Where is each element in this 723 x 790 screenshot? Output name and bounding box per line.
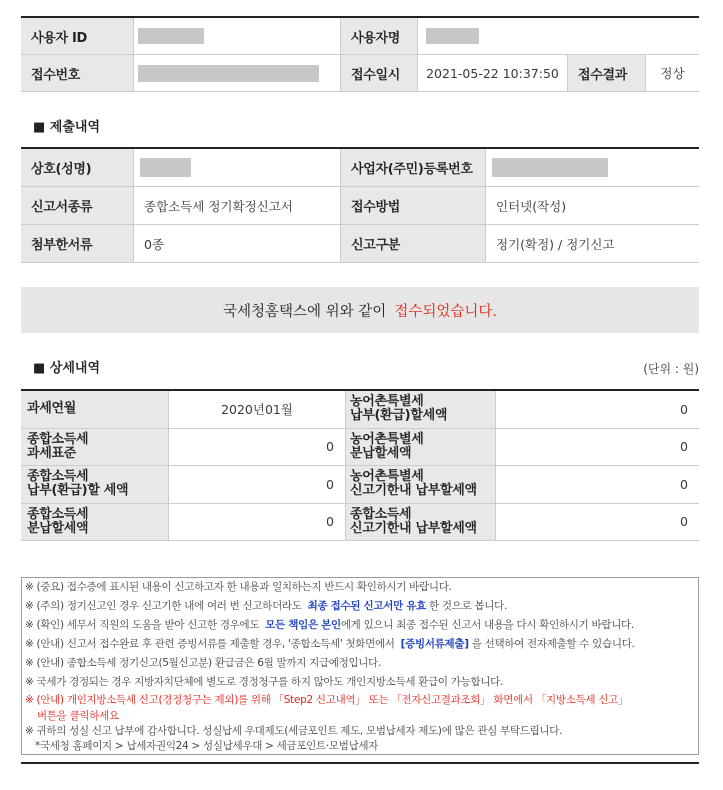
receipt-complete-banner (21, 287, 699, 333)
notice-evidence-emphasis: [증빙서류제출] (400, 638, 469, 650)
form-type-label: 신고서종류 (21, 187, 133, 225)
user-name-label: 사용자명 (340, 18, 417, 55)
banner-highlight: 접수되었습니다. (394, 303, 497, 320)
masked-receipt-no (138, 65, 319, 82)
business-name-value (133, 149, 340, 187)
banner-text: 국세청홈택스에 위와 같이 (223, 303, 387, 320)
notice-evidence-tail: 을 선택하여 전자제출할 수 있습니다. (468, 638, 635, 650)
submission-heading: ■ 제출내역 (33, 120, 101, 135)
notice-local-tax (25, 692, 695, 724)
detail-row-4-label-right: 종합소득세 신고기한내 납부할세액 (345, 504, 495, 542)
notice-caution-tail: 한 것으로 봅니다. (425, 600, 508, 612)
method-label: 접수방법 (340, 187, 485, 225)
notice-evidence-text: ※ (안내) 신고서 접수완료 후 관련 증빙서류를 제출할 경우, '종합소득세' 첫화면에서 (25, 638, 395, 650)
masked-registration-no (492, 158, 608, 177)
bottom-rule (21, 762, 699, 764)
filing-type-value: 정기(확정) / 정기신고 (485, 225, 699, 263)
notice-local-tax-text: ※ (안내) 개인지방소득세 신고(경정청구는 제외)를 위해 「Step2 신고내역」 또는 「전자신고결과조회」 화면에서 「지방소득세 신고」 (25, 694, 629, 706)
masked-business-name (140, 158, 191, 177)
details-unit: (단위 : 원) (643, 362, 699, 376)
received-at-value: 2021-05-22 10:37:50 (417, 55, 567, 92)
detail-row-2-label-left: 종합소득세 과세표준 (21, 429, 168, 467)
registration-no-value (485, 149, 699, 187)
detail-row-4-label-left: 종합소득세 분납할세액 (21, 504, 168, 542)
notice-caution (25, 597, 695, 616)
notice-thanks-path: *국세청 홈페이지 > 납세자권익24 > 성실납세우대 > 세금포인트·모범납세자 (35, 740, 379, 752)
notice-confirm (25, 616, 695, 635)
notice-confirm-tail: 에게 있으니 최종 접수된 신고서 내용을 다시 확인하시기 바랍니다. (340, 619, 634, 631)
masked-user-name (426, 28, 479, 44)
detail-row-1-label-left: 과세연월 (21, 391, 168, 429)
detail-row-1-value-left: 2020년01월 (168, 391, 345, 429)
notice-refund: ※ (안내) 종합소득세 정기신고(5월신고분) 환급금은 6월 말까지 지급예정입니다. (25, 657, 382, 669)
detail-row-3-value-left: 0 (168, 466, 345, 504)
detail-row-3-value-right: 0 (495, 466, 699, 504)
filing-type-label: 신고구분 (340, 225, 485, 263)
attachments-label: 첨부한서류 (21, 225, 133, 263)
receipt-no-label: 접수번호 (21, 55, 133, 92)
detail-row-1-value-right: 0 (495, 391, 699, 429)
registration-no-label: 사업자(주민)등록번호 (340, 149, 485, 187)
received-at-label: 접수일시 (340, 55, 417, 92)
receipt-result-value: 정상 (645, 55, 699, 92)
notice-confirm-emphasis: 모든 책임은 본인 (265, 619, 341, 631)
notice-local-tax-continuation: 버튼을 클릭하세요 (37, 710, 119, 722)
detail-row-3-label-right: 농어촌특별세 신고기한내 납부할세액 (345, 466, 495, 504)
notice-thanks: ※ 귀하의 성실 신고 납부에 감사합니다. 성실납세 우대제도(세금포인트 제도, 모범납세자 제도)에 많은 관심 부탁드립니다. (25, 725, 563, 737)
detail-row-2-label-right: 농어촌특별세 분납할세액 (345, 429, 495, 467)
detail-row-3-label-left: 종합소득세 납부(환급)할 세액 (21, 466, 168, 504)
user-id-label: 사용자 ID (21, 18, 133, 55)
notice-correction: ※ 국세가 경정되는 경우 지방자치단체에 별도로 경정청구를 하지 않아도 개인지방소득세 환급이 가능합니다. (25, 676, 504, 688)
notice-important: ※ (중요) 접수증에 표시된 내용이 신고하고자 한 내용과 일치하는지 반드시 확인하시기 바랍니다. (25, 581, 452, 593)
receipt-no-value (133, 55, 340, 92)
notice-box (21, 577, 699, 755)
details-heading: ■ 상세내역 (33, 361, 101, 376)
receipt-result-label: 접수결과 (567, 55, 645, 92)
receipt-info-table (21, 16, 699, 92)
detail-row-4-value-left: 0 (168, 504, 345, 542)
business-name-label: 상호(성명) (21, 149, 133, 187)
detail-row-2-value-left: 0 (168, 429, 345, 467)
detail-row-2-value-right: 0 (495, 429, 699, 467)
detail-row-1-label-right: 농어촌특별세 납부(환급)할세액 (345, 391, 495, 429)
notice-confirm-text: ※ (확인) 세무서 직원의 도움을 받아 신고한 경우에도 (25, 619, 260, 631)
notice-caution-text: ※ (주의) 정기신고인 경우 신고기한 내에 여러 번 신고하더라도 (25, 600, 302, 612)
attachments-value: 0종 (133, 225, 340, 263)
user-id-value (133, 18, 340, 55)
masked-user-id (138, 28, 204, 44)
user-name-value (417, 18, 699, 55)
submission-table (21, 147, 699, 263)
form-type-value: 종합소득세 정기확정신고서 (133, 187, 340, 225)
method-value: 인터넷(작성) (485, 187, 699, 225)
detail-row-4-value-right: 0 (495, 504, 699, 542)
notice-evidence (25, 635, 695, 654)
details-table (21, 389, 699, 541)
notice-caution-emphasis: 최종 접수된 신고서만 유효 (307, 600, 426, 612)
